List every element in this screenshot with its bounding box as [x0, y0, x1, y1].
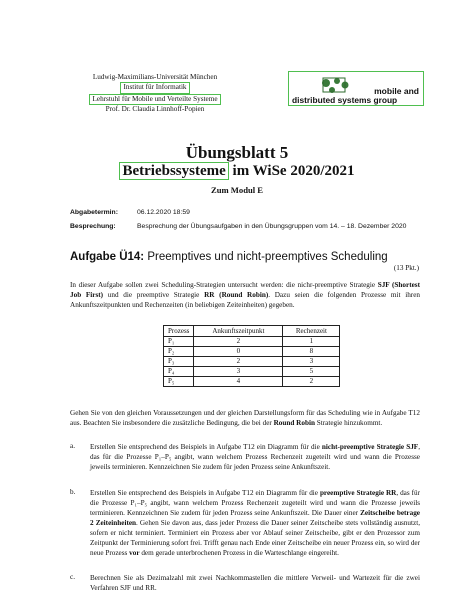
task-points: (13 Pkt.) [393, 264, 419, 272]
table-cell: P₄ [164, 367, 194, 377]
subtask-b-label: b. [70, 488, 76, 496]
subtask-a-bold: nicht-preemptive Strategie SJF [321, 443, 419, 451]
course-title [0, 163, 474, 180]
subtask-a-label: a. [70, 442, 75, 450]
table-row [164, 377, 340, 387]
professor-name: Prof. Dr. Claudia Linnhoff-Popien [105, 104, 205, 113]
subtask-b-text [90, 488, 420, 558]
subtask-b-bold-1: preemptive Strategie RR [319, 489, 397, 497]
university-header [70, 73, 240, 114]
intro-sjf: SJF (Shortest Job First) [70, 281, 420, 299]
table-cell: P₁ [164, 337, 194, 347]
task-intro [70, 280, 420, 310]
course-link[interactable]: Betriebssysteme [119, 162, 228, 180]
conditions-text-2: Strategie hinzukommt. [314, 419, 383, 427]
table-cell: 1 [283, 337, 340, 347]
table-cell: 2 [283, 377, 340, 387]
task-heading-title: Preemptives und nicht-preemptives Scheduling [144, 251, 388, 263]
table-row [164, 367, 340, 377]
intro-rr: RR (Round Robin) [204, 291, 269, 299]
task-heading [70, 251, 388, 263]
subtask-c-text: Berechnen Sie als Dezimalzahl mit zwei Nachkommastellen die mittlere Verweil- und Wartezeit für die zwei Verfahren SJF und RR. [90, 574, 420, 592]
table-cell: 5 [283, 367, 340, 377]
subtask-b-text-4: dem gerade unterbrochenen Prozess in die Warteschlange eingereiht. [139, 549, 339, 557]
subtask-b-bold-3: vor [129, 549, 140, 557]
conditions-text-1: Gehen Sie von den gleichen Voraussetzungen und der gleichen Darstellungsform für das Scheduling wie in Aufgabe T12 aus. Beachten Sie insbesondere die zusätzliche Bedingung, die bei der [70, 409, 420, 427]
logo-text-line1: mobile and [374, 86, 419, 96]
table-cell: 3 [283, 357, 340, 367]
intro-text-1: In dieser Aufgabe sollen zwei Scheduling-Strategien untersucht werden: die nichr-preemptive Strategie [70, 281, 378, 289]
deadline-value: 06.12.2020 18:59 [137, 209, 190, 216]
table-cell: 3 [194, 367, 283, 377]
subtask-b-text-2: , das für die Prozesse P₁–P₅ angibt, wann welchem Prozess Rechenzeit zugeteilt wird und wann die Prozesse jeweils terminieren. Kennzeichnen Sie zudem für jeden Prozess seine Ankunftszeit. Die Dauer einer [90, 489, 420, 517]
table-cell: P₂ [164, 347, 194, 357]
deadline-label: Abgabetermin: [70, 209, 118, 216]
group-logo[interactable] [288, 71, 424, 106]
table-cell: 4 [194, 377, 283, 387]
table-row [164, 337, 340, 347]
discussion-label: Besprechung: [70, 223, 116, 230]
logo-text-line2: distributed systems group [292, 95, 398, 105]
task-heading-number: Aufgabe Ü14: [70, 251, 145, 263]
conditions-rr: Round Robin [273, 419, 315, 427]
table-row [164, 357, 340, 367]
university-name: Ludwig-Maximilians-Universität München [92, 73, 218, 81]
task-conditions [70, 408, 420, 428]
table-row [164, 347, 340, 357]
table-cell: P₃ [164, 357, 194, 367]
table-cell: 8 [283, 347, 340, 357]
chair-link[interactable]: Lehrstuhl für Mobile und Verteilte Systeme [89, 94, 220, 105]
subtask-b-text-1: Erstellen Sie entsprechend des Beispiels in Aufgabe T12 ein Diagramm für die [90, 489, 320, 497]
intro-text-2: und die preemptive Strategie [103, 291, 205, 299]
module-title: Zum Modul E [210, 185, 264, 195]
subtask-a-text [90, 442, 420, 472]
subtask-b-text-3: . Gehen Sie davon aus, dass jeder Prozess die Dauer seiner Zeitscheibe stets vollständig ausnutzt, sofern er nicht terminiert. Terminiert ein Prozess aber vor Ablauf seiner Zeitscheibe, gibt er den Prozessor zum Zeitpunkt der Terminierung sofort frei. Trifft genau nach Ende einer Zeitscheibe ein neuer Prozess ein, so wird der neue Prozess [90, 519, 421, 557]
intro-text-3: . Dazu seien die folgenden Prozesse mit ihren Ankunftszeitpunkten und Rechenzeiten (in beliebigen Zeiteinheiten) gegeben. [70, 291, 420, 309]
table-header-cell: Ankunftszeitpunkt [194, 326, 283, 337]
subtask-a-text-2: , das für die Prozesse P₁–P₅ angibt, wann welchem Prozess Rechenzeit zugeteilt wird und wann die Prozesse jeweils terminieren. Kennzeichnen Sie zudem für jeden Prozess seine Ankunftszeit. [90, 443, 420, 471]
table-cell: 0 [194, 347, 283, 357]
table-header-cell: Rechenzeit [283, 326, 340, 337]
discussion-value: Besprechung der Übungsaufgaben in den Übungsgruppen vom 14. – 18. Dezember 2020 [137, 223, 407, 230]
table-header-cell: Prozess [164, 326, 194, 337]
subtask-a-text-1: Erstellen Sie entsprechend des Beispiels in Aufgabe T12 ein Diagramm für die [90, 443, 322, 451]
course-title-rest: im WiSe 2020/2021 [228, 163, 355, 179]
process-table [163, 325, 340, 387]
table-cell: 2 [194, 357, 283, 367]
sheet-title: Übungsblatt 5 [185, 143, 289, 162]
subtask-b-bold-2: Zeitscheibe betrage 2 Zeiteinheiten [90, 509, 420, 527]
subtask-c-label: c. [70, 573, 75, 581]
logo-mark-icon [317, 75, 353, 97]
table-cell: 2 [194, 337, 283, 347]
institute-link[interactable]: Institut für Informatik [120, 82, 189, 93]
table-header-row [164, 326, 340, 337]
table-cell: P₅ [164, 377, 194, 387]
